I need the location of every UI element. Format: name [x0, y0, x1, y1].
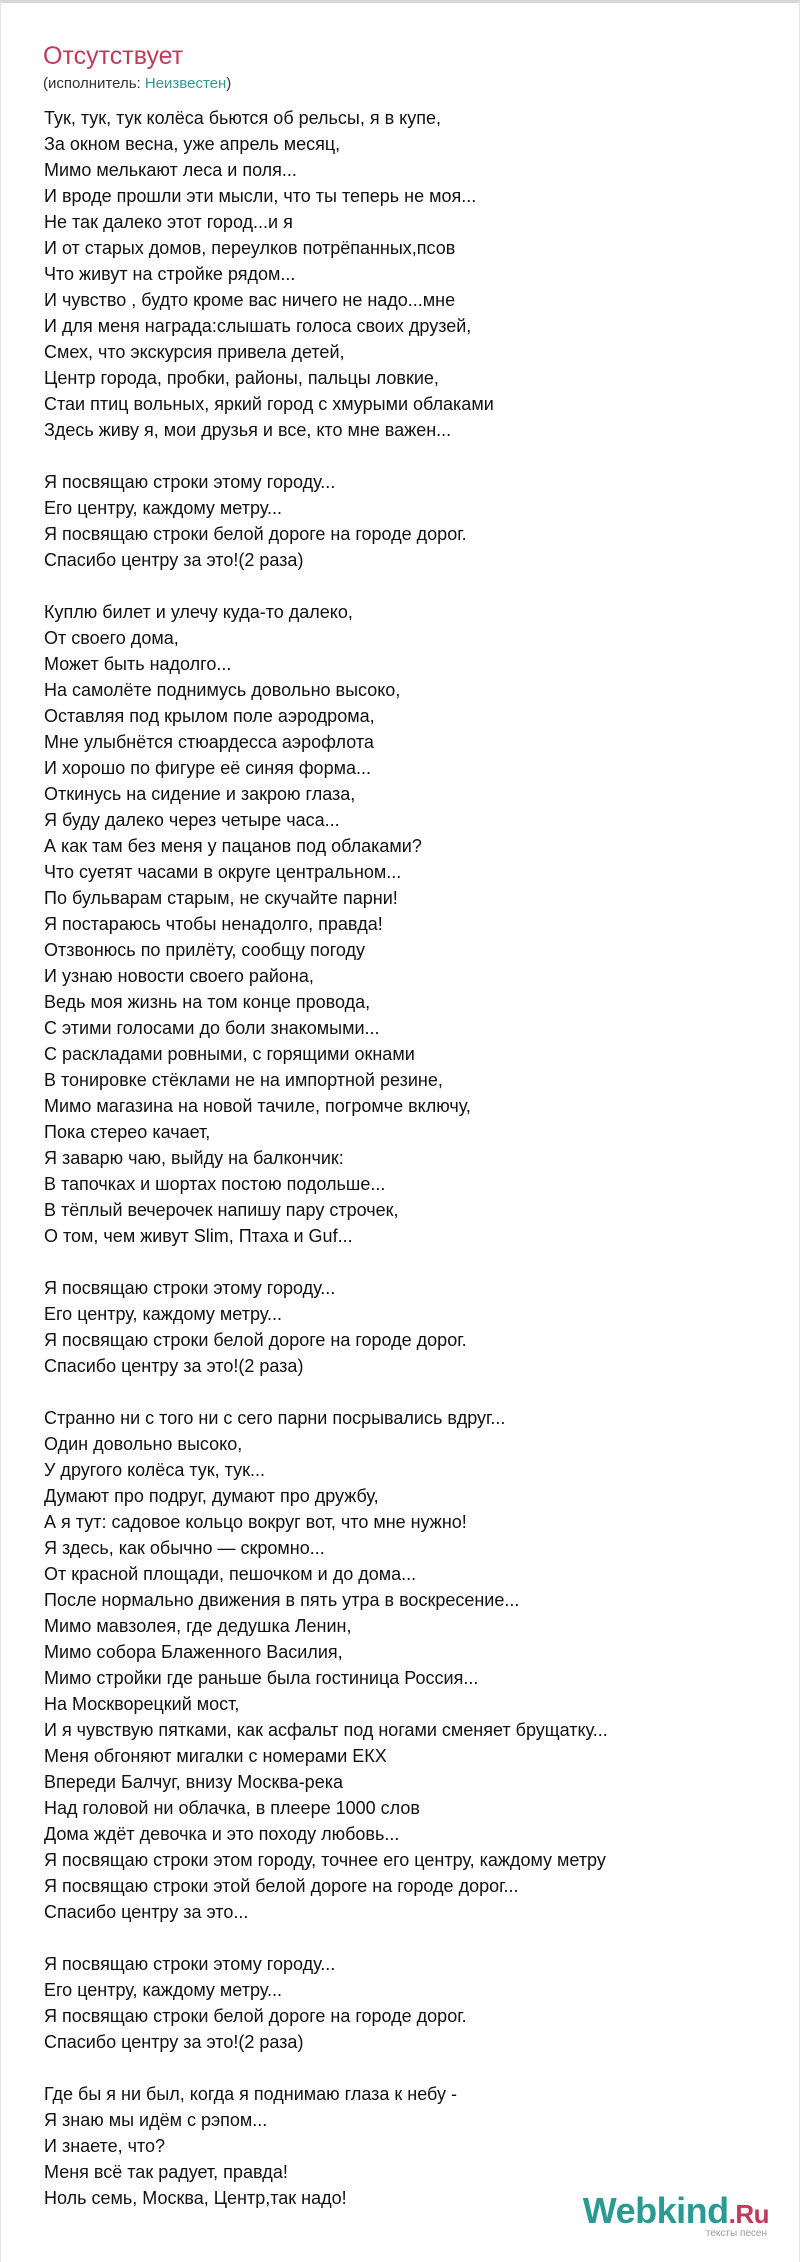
lyric-line: Спасибо центру за это... [44, 1902, 249, 1922]
lyric-line: Один довольно высоко, [44, 1434, 243, 1454]
lyric-line: Спасибо центру за это!(2 раза) [44, 2032, 304, 2052]
lyric-line: Я посвящаю строки этому городу... [44, 472, 336, 492]
lyric-line: Его центру, каждому метру... [44, 1304, 282, 1324]
logo-wordmark [583, 2192, 769, 2233]
lyric-line: Меня обгоняют мигалки с номерами ЕКХ [44, 1746, 387, 1766]
webkind-logo[interactable] [569, 2192, 769, 2238]
lyric-line: Центр города, пробки, районы, пальцы ловкие, [44, 368, 439, 388]
lyric-line: Что живут на стройке рядом... [44, 264, 296, 284]
lyric-line: Дома ждёт девочка и это походу любовь... [44, 1824, 400, 1844]
lyric-line: Тук, тук, тук колёса бьются об рельсы, я в купе, [44, 108, 442, 128]
lyric-line: Думают про подруг, думают про дружбу, [44, 1486, 379, 1506]
lyric-line: Я буду далеко через четыре часа... [44, 810, 340, 830]
lyric-line: После нормально движения в пять утра в воскресение... [44, 1590, 520, 1610]
artist-byline [43, 75, 231, 93]
lyric-line: Его центру, каждому метру... [44, 498, 282, 518]
lyric-line: Я заварю чаю, выйду на балкончик: [44, 1148, 344, 1168]
lyric-line: Странно ни с того ни с сего парни посрывались вдруг... [44, 1408, 506, 1428]
lyric-line: Я здесь, как обычно — скромно... [44, 1538, 325, 1558]
lyric-line: На Москворецкий мост, [44, 1694, 240, 1714]
lyric-line: В тёплый вечерочек напишу пару строчек, [44, 1200, 399, 1220]
lyric-line: И я чувствую пятками, как асфальт под ногами сменяет брущатку... [44, 1720, 608, 1740]
lyric-line: Впереди Балчуг, внизу Москва-река [44, 1772, 343, 1792]
byline-prefix: (исполнитель: [43, 75, 145, 92]
lyric-line: Что суетят часами в округе центральном... [44, 862, 402, 882]
lyric-line: Спасибо центру за это!(2 раза) [44, 1356, 304, 1376]
lyric-line: Мне улыбнётся стюардесса аэрофлота [44, 732, 374, 752]
lyric-line: Я посвящаю строки белой дороге на городе дорог. [44, 524, 467, 544]
lyric-line: Отзвонюсь по прилёту, сообщу погоду [44, 940, 366, 960]
lyric-line: Мимо стройки где раньше была гостиница Россия... [44, 1668, 479, 1688]
lyric-line: Откинусь на сидение и закрою глаза, [44, 784, 356, 804]
lyric-line: А я тут: садовое кольцо вокруг вот, что мне нужно! [44, 1512, 467, 1532]
lyric-line: Может быть надолго... [44, 654, 232, 674]
lyric-line: Над головой ни облачка, в плеере 1000 слов [44, 1798, 420, 1818]
lyric-line: И для меня награда:слышать голоса своих друзей, [44, 316, 472, 336]
lyric-line: Я посвящаю строки этому городу... [44, 1954, 336, 1974]
lyric-line: От красной площади, пешочком и до дома... [44, 1564, 417, 1584]
lyric-line: В тапочках и шортах постою подольше... [44, 1174, 386, 1194]
lyric-line: С этими голосами до боли знакомыми... [44, 1018, 380, 1038]
lyric-line: Где бы я ни был, когда я поднимаю глаза к небу - [44, 2084, 457, 2104]
lyric-line: Куплю билет и улечу куда-то далеко, [44, 602, 353, 622]
lyric-line: В тонировке стёклами не на импортной резине, [44, 1070, 443, 1090]
lyric-line: Его центру, каждому метру... [44, 1980, 282, 2000]
lyrics-body [44, 105, 784, 2237]
lyric-line: Ведь моя жизнь на том конце провода, [44, 992, 371, 1012]
logo-name: Webkind [582, 2190, 729, 2231]
lyric-line: Здесь живу я, мои друзья и все, кто мне важен... [44, 420, 452, 440]
lyric-line: И узнаю новости своего района, [44, 966, 314, 986]
stanza [44, 599, 784, 1249]
lyric-line: От своего дома, [44, 628, 179, 648]
lyric-line: И хорошо по фигуре её синяя форма... [44, 758, 371, 778]
lyric-line: Меня всё так радует, правда! [44, 2162, 288, 2182]
lyric-line: У другого колёса тук, тук... [44, 1460, 265, 1480]
lyric-line: Мимо мелькают леса и поля... [44, 160, 297, 180]
lyric-line: Смех, что экскурсия привела детей, [44, 342, 345, 362]
lyric-line: Мимо мавзолея, где дедушка Ленин, [44, 1616, 352, 1636]
lyric-line: За окном весна, уже апрель месяц, [44, 134, 341, 154]
lyric-line: Не так далеко этот город...и я [44, 212, 293, 232]
lyric-line: Я постараюсь чтобы ненадолго, правда! [44, 914, 383, 934]
lyric-line: Стаи птиц вольных, яркий город с хмурыми облаками [44, 394, 494, 414]
lyric-line: Мимо магазина на новой тачиле, погромче включу, [44, 1096, 471, 1116]
lyric-line: С раскладами ровными, с горящими окнами [44, 1044, 415, 1064]
song-title: Отсутствует [43, 42, 184, 70]
lyric-line: О том, чем живут Slim, Птаха и Guf... [44, 1226, 353, 1246]
stanza [44, 1405, 784, 1925]
lyric-line: И от старых домов, переулков потрёпанных,псов [44, 238, 456, 258]
stanza [44, 105, 784, 443]
lyric-line: Я посвящаю строки этом городу, точнее его центру, каждому метру [44, 1850, 606, 1870]
byline-suffix: ) [226, 75, 232, 92]
lyric-line: Спасибо центру за это!(2 раза) [44, 550, 304, 570]
stanza [44, 1951, 784, 2055]
lyric-line: По бульварам старым, не скучайте парни! [44, 888, 398, 908]
artist-link[interactable]: Неизвестен [144, 75, 227, 92]
lyric-line: И вроде прошли эти мысли, что ты теперь не моя... [44, 186, 477, 206]
lyric-line: Мимо собора Блаженного Василия, [44, 1642, 343, 1662]
lyric-line: Я посвящаю строки этой белой дороге на городе дорог... [44, 1876, 519, 1896]
lyric-line: Оставляя под крылом поле аэродрома, [44, 706, 375, 726]
lyric-line: Я посвящаю строки этому городу... [44, 1278, 336, 1298]
lyric-line: На самолёте поднимусь довольно высоко, [44, 680, 401, 700]
stanza [44, 1275, 784, 1379]
logo-tagline: тексты песен [705, 2228, 767, 2239]
lyric-line: Я знаю мы идём с рэпом... [44, 2110, 268, 2130]
lyric-line: И чувство , будто кроме вас ничего не надо...мне [44, 290, 456, 310]
logo-tld: .Ru [728, 2199, 769, 2229]
lyric-line: Я посвящаю строки белой дороге на городе дорог. [44, 2006, 467, 2026]
lyric-line: Я посвящаю строки белой дороге на городе дорог. [44, 1330, 467, 1350]
stanza [44, 469, 784, 573]
lyric-line: И знаете, что? [44, 2136, 166, 2156]
lyric-line: А как там без меня у пацанов под облаками? [44, 836, 422, 856]
lyric-line: Пока стерео качает, [44, 1122, 211, 1142]
lyric-line: Ноль семь, Москва, Центр,так надо! [44, 2188, 347, 2208]
